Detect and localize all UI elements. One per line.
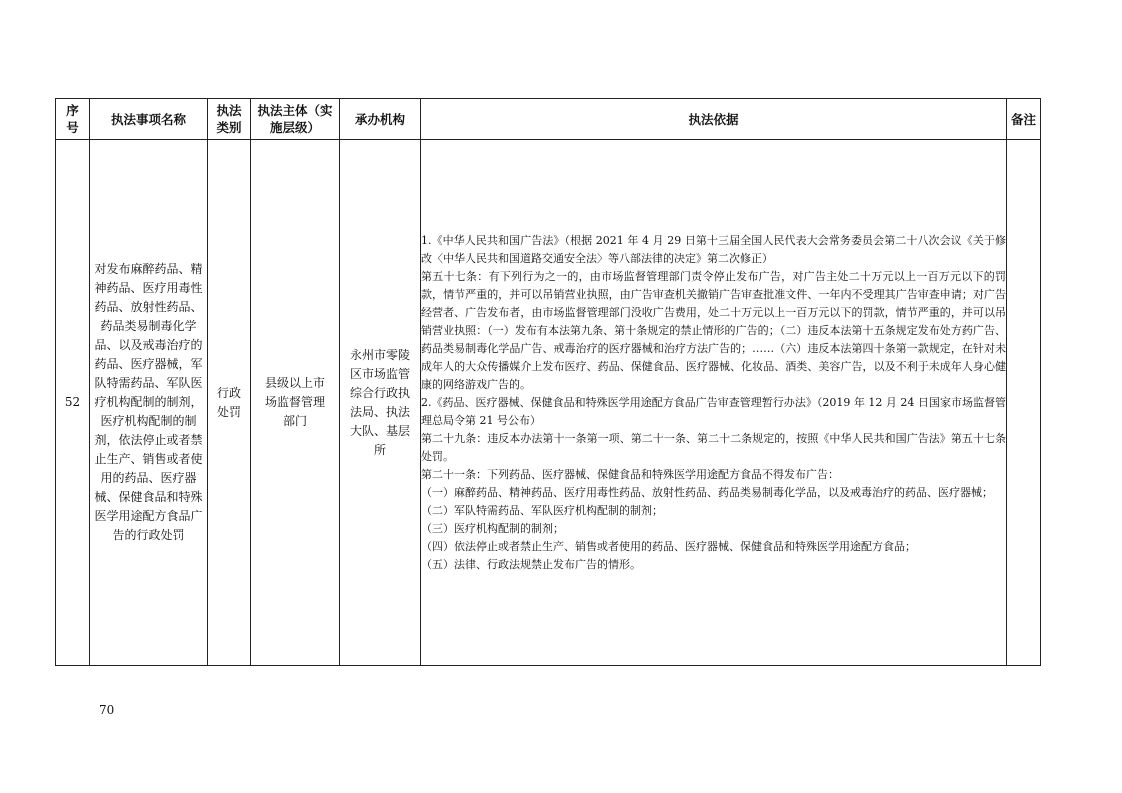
basis-paragraph: （四）依法停止或者禁止生产、销售或者使用的药品、医疗器械、保健食品和特殊医学用途配方食品； — [421, 539, 916, 553]
cell-subject: 县级以上市场监督管理部门 — [251, 140, 340, 666]
header-category: 执法类别 — [208, 99, 251, 140]
cell-item-name: 对发布麻醉药品、精神药品、医疗用毒性药品、放射性药品、药品类易制毒化学品、以及戒毒治疗的药品、医疗器械，军队特需药品、军队医疗机构配制的制剂，医疗机构配制的制剂，依法停止或者禁止生产、销售或者使用的药品、医疗器械、保健食品和特殊医学用途配方食品广告的行政处罚 — [90, 140, 208, 666]
basis-paragraph: （五）法律、行政法规禁止发布广告的情形。 — [421, 557, 641, 571]
basis-paragraph: （二）军队特需药品、军队医疗机构配制的制剂； — [421, 503, 663, 517]
header-remark: 备注 — [1007, 99, 1041, 140]
header-agency: 承办机构 — [340, 99, 421, 140]
table-row — [56, 140, 1041, 666]
enforcement-table — [55, 98, 1041, 666]
cell-seq: 52 — [56, 140, 90, 666]
basis-paragraph: （一）麻醉药品、精神药品、医疗用毒性药品、放射性药品、药品类易制毒化学品，以及戒毒治疗的药品、医疗器械； — [421, 485, 993, 499]
header-item-name: 执法事项名称 — [90, 99, 208, 140]
basis-paragraph: 第五十七条：有下列行为之一的，由市场监督管理部门责令停止发布广告，对广告主处二十万元以上一百万元以下的罚款，情节严重的，并可以吊销营业执照，由广告审查机关撤销广告审查批准文件、一年内不受理其广告审查申请；对广告经营者、广告发布者，由市场监督管理部门没收广告费用，处二十万元以上一百万元以下的罚款，情节严重的，并可以吊销营业执照：（一）发布有本法第九条、第十条规定的禁止情形的广告的；（二）违反本法第十五条规定发布处方药广告、药品类易制毒化学品广告、戒毒治疗的医疗器械和治疗方法广告的；……（六）违反本法第四十条第一款规定，在针对未成年人的大众传播媒介上发布医疗、药品、保健食品、医疗器械、化妆品、酒类、美容广告，以及不利于未成年人身心健康的网络游戏广告的。 — [421, 269, 1006, 391]
header-row — [56, 99, 1041, 140]
cell-agency: 永州市零陵区市场监管综合行政执法局、执法大队、基层所 — [340, 140, 421, 666]
basis-paragraph: 2.《药品、医疗器械、保健食品和特殊医学用途配方食品广告审查管理暂行办法》（2019 年 12 月 24 日国家市场监督管理总局令第 21 号公布） — [421, 395, 1006, 427]
basis-paragraph: （三）医疗机构配制的制剂； — [421, 521, 564, 535]
header-seq: 序号 — [56, 99, 90, 140]
cell-category: 行政处罚 — [208, 140, 251, 666]
cell-remark — [1007, 140, 1041, 666]
cell-basis — [421, 140, 1007, 666]
basis-paragraph: 第二十一条：下列药品、医疗器械、保健食品和特殊医学用途配方食品不得发布广告： — [421, 467, 839, 481]
header-subject: 执法主体（实施层级） — [251, 99, 340, 140]
header-basis: 执法依据 — [421, 99, 1007, 140]
basis-paragraph: 第二十九条：违反本办法第十一条第一项、第二十一条、第二十二条规定的，按照《中华人民共和国广告法》第五十七条处罚。 — [421, 431, 1006, 463]
basis-paragraph: 1.《中华人民共和国广告法》（根据 2021 年 4 月 29 日第十三届全国人民代表大会常务委员会第二十八次会议《关于修改〈中华人民共和国道路交通安全法〉等八部法律的决定》第二次修正） — [421, 233, 1006, 265]
page-number: 70 — [99, 703, 115, 717]
